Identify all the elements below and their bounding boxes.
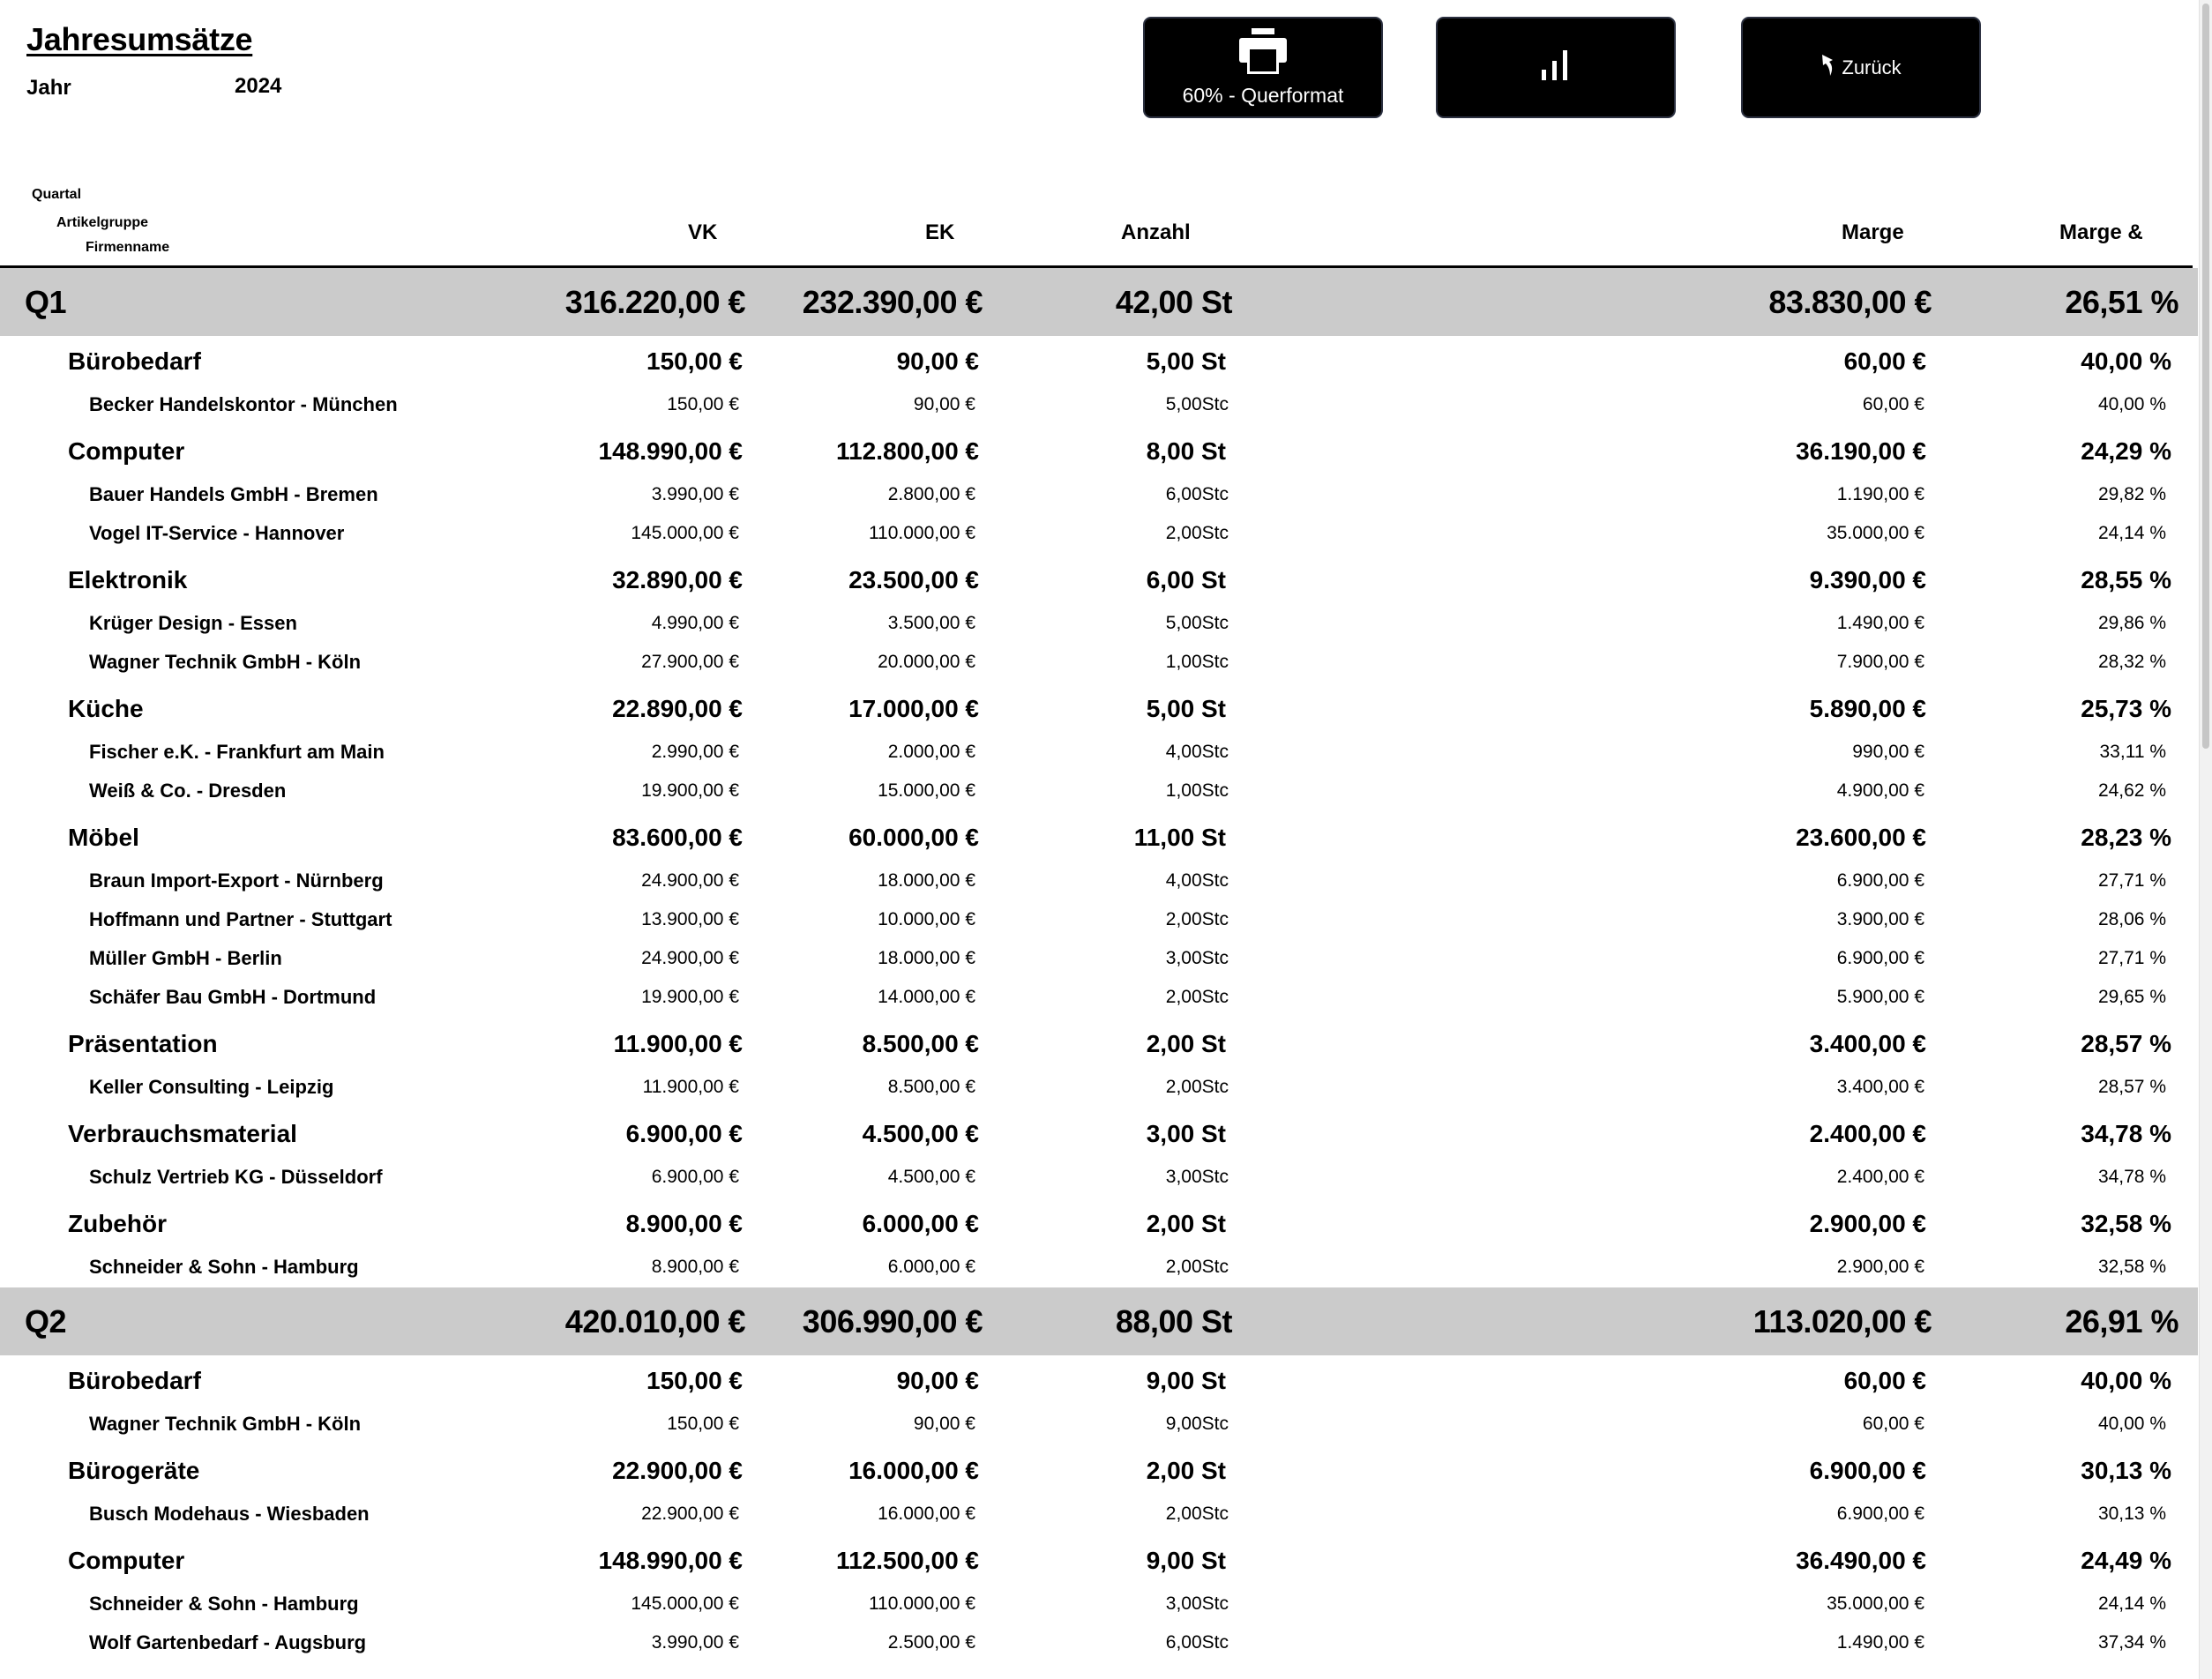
column-header-quartal: Quartal	[32, 187, 82, 202]
firm-ek-value: 2.500,00 €	[887, 1632, 975, 1653]
group-marge-value: 36.190,00 €	[1796, 437, 1926, 465]
firm-anzahl-value: 2,00Stc	[1165, 1504, 1229, 1524]
group-marge-pct-value: 28,55 %	[2081, 566, 2171, 593]
group-marge-value: 6.900,00 €	[1809, 1457, 1926, 1484]
quarter-row	[0, 1287, 2198, 1355]
group-row	[0, 1112, 2198, 1156]
firm-anzahl-value: 4,00Stc	[1165, 742, 1229, 762]
firm-ek-value: 16.000,00 €	[878, 1504, 975, 1524]
firm-row	[0, 385, 2198, 424]
back-button[interactable]	[1741, 17, 1981, 118]
group-name: Computer	[68, 437, 185, 465]
firm-name: Bauer Handels GmbH - Bremen	[89, 483, 378, 505]
firm-marge-value: 6.900,00 €	[1836, 1504, 1924, 1524]
firm-ek-value: 8.500,00 €	[887, 1077, 975, 1097]
firm-marge-value: 35.000,00 €	[1827, 1593, 1924, 1614]
firm-name: Busch Modehaus - Wiesbaden	[89, 1503, 370, 1525]
firm-ek-value: 15.000,00 €	[878, 780, 975, 801]
group-row	[0, 1202, 2198, 1246]
firm-vk-value: 19.900,00 €	[641, 987, 739, 1007]
firm-vk-value: 3.990,00 €	[651, 484, 739, 504]
firm-row	[0, 1585, 2198, 1623]
firm-ek-value: 110.000,00 €	[868, 1593, 975, 1614]
firm-marge-pct-value: 37,34 %	[2097, 1632, 2166, 1653]
firm-anzahl-value: 3,00Stc	[1165, 1593, 1229, 1614]
firm-row	[0, 1248, 2198, 1287]
firm-anzahl-value: 2,00Stc	[1165, 909, 1229, 929]
firm-name: Wagner Technik GmbH - Köln	[89, 651, 362, 673]
group-marge-pct-value: 25,73 %	[2081, 695, 2171, 722]
firm-ek-value: 18.000,00 €	[878, 948, 975, 968]
firm-marge-value: 3.400,00 €	[1836, 1077, 1924, 1097]
firm-vk-value: 150,00 €	[667, 1414, 739, 1434]
group-marge-value: 36.490,00 €	[1796, 1547, 1926, 1574]
year-value: 2024	[235, 74, 282, 98]
firm-marge-value: 990,00 €	[1852, 742, 1924, 762]
firm-name: Krüger Design - Essen	[89, 612, 297, 634]
group-row	[0, 1359, 2198, 1403]
page-title: Jahresumsätze	[26, 21, 253, 57]
firm-marge-value: 60,00 €	[1862, 394, 1924, 414]
quarter-marge-value: 83.830,00 €	[1768, 284, 1932, 320]
firm-marge-value: 5.900,00 €	[1836, 987, 1924, 1007]
group-marge-pct-value: 28,23 %	[2081, 824, 2171, 851]
back-button-label: Zurück	[1842, 56, 1902, 78]
firm-ek-value: 90,00 €	[913, 394, 975, 414]
firm-anzahl-value: 5,00Stc	[1165, 394, 1229, 414]
firm-name: Müller GmbH - Berlin	[89, 947, 282, 969]
group-marge-pct-value: 24,29 %	[2081, 437, 2171, 465]
back-arrow-icon	[1820, 55, 1835, 80]
group-marge-pct-value: 28,57 %	[2081, 1030, 2171, 1057]
group-anzahl-value: 2,00 St	[1146, 1457, 1226, 1484]
firm-marge-pct-value: 27,71 %	[2097, 870, 2166, 891]
firm-row	[0, 733, 2198, 772]
quarter-name: Q1	[25, 284, 67, 320]
firm-anzahl-value: 2,00Stc	[1165, 523, 1229, 543]
firm-anzahl-value: 5,00Stc	[1165, 613, 1229, 633]
group-anzahl-value: 9,00 St	[1146, 1367, 1226, 1394]
group-name: Präsentation	[68, 1030, 218, 1057]
firm-marge-pct-value: 29,82 %	[2097, 484, 2166, 504]
print-landscape-button[interactable]	[1143, 17, 1383, 118]
firm-row	[0, 1068, 2198, 1107]
group-anzahl-value: 5,00 St	[1146, 695, 1226, 722]
firm-marge-value: 35.000,00 €	[1827, 523, 1924, 543]
group-name: Verbrauchsmaterial	[68, 1120, 297, 1147]
quarter-ek-value: 306.990,00 €	[802, 1303, 983, 1339]
group-marge-value: 60,00 €	[1843, 347, 1926, 375]
group-row	[0, 1449, 2198, 1493]
group-marge-value: 60,00 €	[1843, 1367, 1926, 1394]
group-anzahl-value: 9,00 St	[1146, 1547, 1226, 1574]
firm-vk-value: 3.990,00 €	[651, 1632, 739, 1653]
column-header-vk: VK	[688, 220, 718, 244]
firm-row	[0, 900, 2198, 939]
group-row	[0, 1539, 2198, 1583]
quarter-marge-pct-value: 26,51 %	[2065, 284, 2178, 320]
firm-vk-value: 8.900,00 €	[651, 1257, 739, 1277]
firm-name: Fischer e.K. - Frankfurt am Main	[89, 741, 385, 763]
firm-ek-value: 110.000,00 €	[868, 523, 975, 543]
firm-ek-value: 20.000,00 €	[878, 652, 975, 672]
firm-row	[0, 1158, 2198, 1197]
firm-marge-pct-value: 24,14 %	[2097, 1593, 2166, 1614]
group-ek-value: 112.800,00 €	[836, 437, 979, 465]
firm-row	[0, 604, 2198, 643]
group-anzahl-value: 11,00 St	[1133, 824, 1226, 851]
group-row	[0, 687, 2198, 731]
firm-row	[0, 643, 2198, 682]
group-marge-value: 5.890,00 €	[1809, 695, 1926, 722]
firm-vk-value: 145.000,00 €	[631, 1593, 739, 1614]
firm-marge-pct-value: 40,00 %	[2097, 1414, 2166, 1434]
group-row	[0, 340, 2198, 384]
firm-marge-pct-value: 24,62 %	[2097, 780, 2166, 801]
group-name: Bürobedarf	[68, 347, 201, 375]
firm-row	[0, 475, 2198, 514]
firm-vk-value: 4.990,00 €	[651, 613, 739, 633]
firm-name: Schulz Vertrieb KG - Düsseldorf	[89, 1166, 383, 1188]
group-name: Bürogeräte	[68, 1457, 200, 1484]
firm-row	[0, 862, 2198, 900]
firm-ek-value: 18.000,00 €	[878, 870, 975, 891]
column-header-firmenname: Firmenname	[86, 240, 170, 255]
firm-ek-value: 2.800,00 €	[887, 484, 975, 504]
firm-vk-value: 11.900,00 €	[642, 1077, 739, 1097]
group-ek-value: 8.500,00 €	[862, 1030, 979, 1057]
firm-marge-value: 1.190,00 €	[1836, 484, 1924, 504]
firm-vk-value: 13.900,00 €	[641, 909, 739, 929]
group-vk-value: 83.600,00 €	[612, 824, 743, 851]
quarter-marge-value: 113.020,00 €	[1752, 1303, 1932, 1339]
group-ek-value: 4.500,00 €	[862, 1120, 979, 1147]
group-vk-value: 150,00 €	[646, 347, 743, 375]
group-name: Möbel	[68, 824, 139, 851]
firm-vk-value: 19.900,00 €	[641, 780, 739, 801]
firm-anzahl-value: 3,00Stc	[1165, 948, 1229, 968]
firm-marge-value: 1.490,00 €	[1836, 1632, 1924, 1653]
quarter-ek-value: 232.390,00 €	[802, 284, 983, 320]
firm-name: Wagner Technik GmbH - Köln	[89, 1413, 362, 1435]
firm-row	[0, 514, 2198, 553]
firm-row	[0, 978, 2198, 1017]
firm-marge-pct-value: 24,14 %	[2097, 523, 2166, 543]
column-header-ek: EK	[925, 220, 955, 244]
group-vk-value: 32.890,00 €	[612, 566, 743, 593]
quarter-name: Q2	[25, 1303, 67, 1339]
column-header-marge-percent: Marge &	[2059, 220, 2143, 244]
firm-ek-value: 4.500,00 €	[887, 1167, 975, 1187]
bar-chart-icon	[1540, 50, 1572, 85]
group-ek-value: 60.000,00 €	[848, 824, 979, 851]
group-vk-value: 11.900,00 €	[613, 1030, 743, 1057]
firm-marge-pct-value: 30,13 %	[2097, 1504, 2166, 1524]
firm-marge-pct-value: 32,58 %	[2097, 1257, 2166, 1277]
firm-row	[0, 1495, 2198, 1533]
group-vk-value: 22.890,00 €	[612, 695, 743, 722]
firm-ek-value: 3.500,00 €	[887, 613, 975, 633]
quarter-marge-pct-value: 26,91 %	[2065, 1303, 2178, 1339]
group-ek-value: 90,00 €	[896, 1367, 979, 1394]
firm-name: Schneider & Sohn - Hamburg	[89, 1256, 359, 1278]
group-name: Bürobedarf	[68, 1367, 201, 1394]
quarter-vk-value: 316.220,00 €	[564, 284, 745, 320]
firm-ek-value: 2.000,00 €	[887, 742, 975, 762]
group-name: Computer	[68, 1547, 185, 1574]
column-header-anzahl: Anzahl	[1121, 220, 1191, 244]
firm-vk-value: 24.900,00 €	[641, 870, 739, 891]
group-name: Zubehör	[68, 1210, 167, 1237]
firm-marge-pct-value: 33,11 %	[2099, 742, 2166, 762]
firm-marge-value: 6.900,00 €	[1836, 948, 1924, 968]
group-row	[0, 429, 2198, 474]
firm-marge-pct-value: 27,71 %	[2097, 948, 2166, 968]
firm-ek-value: 6.000,00 €	[887, 1257, 975, 1277]
group-marge-pct-value: 32,58 %	[2081, 1210, 2171, 1237]
vertical-scrollbar[interactable]	[2199, 0, 2212, 1679]
firm-marge-value: 4.900,00 €	[1836, 780, 1924, 801]
quarter-vk-value: 420.010,00 €	[564, 1303, 745, 1339]
group-vk-value: 22.900,00 €	[612, 1457, 743, 1484]
firm-vk-value: 150,00 €	[667, 394, 739, 414]
firm-name: Schneider & Sohn - Hamburg	[89, 1593, 359, 1615]
group-ek-value: 17.000,00 €	[848, 695, 979, 722]
group-marge-value: 2.900,00 €	[1809, 1210, 1926, 1237]
group-name: Küche	[68, 695, 144, 722]
firm-vk-value: 2.990,00 €	[651, 742, 739, 762]
column-header-artikelgruppe: Artikelgruppe	[56, 215, 149, 230]
firm-name: Weiß & Co. - Dresden	[89, 780, 287, 802]
firm-marge-pct-value: 29,65 %	[2097, 987, 2166, 1007]
firm-name: Braun Import-Export - Nürnberg	[89, 869, 384, 892]
group-ek-value: 6.000,00 €	[862, 1210, 979, 1237]
firm-vk-value: 6.900,00 €	[651, 1167, 739, 1187]
scrollbar-thumb[interactable]	[2202, 4, 2209, 749]
firm-vk-value: 24.900,00 €	[641, 948, 739, 968]
firm-anzahl-value: 6,00Stc	[1165, 1632, 1229, 1653]
firm-ek-value: 90,00 €	[913, 1414, 975, 1434]
group-row	[0, 816, 2198, 860]
firm-anzahl-value: 2,00Stc	[1165, 987, 1229, 1007]
firm-anzahl-value: 6,00Stc	[1165, 484, 1229, 504]
firm-name: Schäfer Bau GmbH - Dortmund	[89, 986, 377, 1008]
firm-anzahl-value: 3,00Stc	[1165, 1167, 1229, 1187]
firm-name: Becker Handelskontor - München	[89, 393, 398, 415]
firm-ek-value: 14.000,00 €	[878, 987, 975, 1007]
group-marge-pct-value: 30,13 %	[2081, 1457, 2171, 1484]
group-marge-value: 2.400,00 €	[1809, 1120, 1926, 1147]
firm-marge-value: 2.900,00 €	[1836, 1257, 1924, 1277]
year-label: Jahr	[26, 76, 71, 100]
firm-marge-pct-value: 28,57 %	[2097, 1077, 2166, 1097]
firm-marge-pct-value: 28,32 %	[2097, 652, 2166, 672]
group-marge-pct-value: 34,78 %	[2081, 1120, 2171, 1147]
group-marge-value: 9.390,00 €	[1809, 566, 1926, 593]
firm-marge-value: 6.900,00 €	[1836, 870, 1924, 891]
group-row	[0, 558, 2198, 602]
group-vk-value: 150,00 €	[646, 1367, 743, 1394]
group-marge-pct-value: 40,00 %	[2081, 1367, 2171, 1394]
firm-row	[0, 1405, 2198, 1444]
firm-marge-value: 1.490,00 €	[1836, 613, 1924, 633]
firm-anzahl-value: 1,00Stc	[1165, 780, 1229, 801]
group-anzahl-value: 8,00 St	[1146, 437, 1226, 465]
firm-marge-value: 7.900,00 €	[1836, 652, 1924, 672]
group-vk-value: 8.900,00 €	[625, 1210, 743, 1237]
firm-name: Vogel IT-Service - Hannover	[89, 522, 345, 544]
group-marge-value: 3.400,00 €	[1809, 1030, 1926, 1057]
group-vk-value: 148.990,00 €	[598, 437, 743, 465]
quarter-anzahl-value: 42,00 St	[1115, 284, 1232, 320]
firm-name: Hoffmann und Partner - Stuttgart	[89, 908, 392, 930]
firm-ek-value: 10.000,00 €	[878, 909, 975, 929]
group-marge-pct-value: 24,49 %	[2081, 1547, 2171, 1574]
group-ek-value: 90,00 €	[896, 347, 979, 375]
group-ek-value: 112.500,00 €	[836, 1547, 979, 1574]
group-anzahl-value: 6,00 St	[1146, 566, 1226, 593]
group-row	[0, 1022, 2198, 1066]
printer-icon	[1237, 28, 1289, 78]
group-vk-value: 148.990,00 €	[598, 1547, 743, 1574]
group-ek-value: 16.000,00 €	[848, 1457, 979, 1484]
firm-marge-pct-value: 28,06 %	[2097, 909, 2166, 929]
column-header-marge: Marge	[1842, 220, 1904, 244]
firm-anzahl-value: 2,00Stc	[1165, 1077, 1229, 1097]
firm-anzahl-value: 2,00Stc	[1165, 1257, 1229, 1277]
firm-marge-pct-value: 29,86 %	[2097, 613, 2166, 633]
firm-marge-pct-value: 40,00 %	[2097, 394, 2166, 414]
group-vk-value: 6.900,00 €	[625, 1120, 743, 1147]
group-anzahl-value: 5,00 St	[1146, 347, 1226, 375]
firm-anzahl-value: 9,00Stc	[1165, 1414, 1229, 1434]
firm-marge-value: 60,00 €	[1862, 1414, 1924, 1434]
group-anzahl-value: 3,00 St	[1146, 1120, 1226, 1147]
firm-row	[0, 1623, 2198, 1662]
group-anzahl-value: 2,00 St	[1146, 1210, 1226, 1237]
group-name: Elektronik	[68, 566, 188, 593]
firm-marge-value: 2.400,00 €	[1836, 1167, 1924, 1187]
firm-row	[0, 939, 2198, 978]
firm-row	[0, 772, 2198, 810]
firm-anzahl-value: 1,00Stc	[1165, 652, 1229, 672]
firm-vk-value: 22.900,00 €	[641, 1504, 739, 1524]
firm-name: Keller Consulting - Leipzig	[89, 1076, 334, 1098]
group-marge-value: 23.600,00 €	[1796, 824, 1926, 851]
firm-marge-pct-value: 34,78 %	[2097, 1167, 2166, 1187]
firm-vk-value: 145.000,00 €	[631, 523, 739, 543]
group-marge-pct-value: 40,00 %	[2081, 347, 2171, 375]
print-button-label: 60% - Querformat	[1182, 83, 1344, 107]
quarter-anzahl-value: 88,00 St	[1115, 1303, 1232, 1339]
group-ek-value: 23.500,00 €	[848, 566, 979, 593]
group-anzahl-value: 2,00 St	[1146, 1030, 1226, 1057]
firm-marge-value: 3.900,00 €	[1836, 909, 1924, 929]
firm-name: Wolf Gartenbedarf - Augsburg	[89, 1631, 367, 1653]
firm-anzahl-value: 4,00Stc	[1165, 870, 1229, 891]
firm-vk-value: 27.900,00 €	[641, 652, 739, 672]
chart-button[interactable]	[1436, 17, 1676, 118]
quarter-row	[0, 268, 2198, 336]
